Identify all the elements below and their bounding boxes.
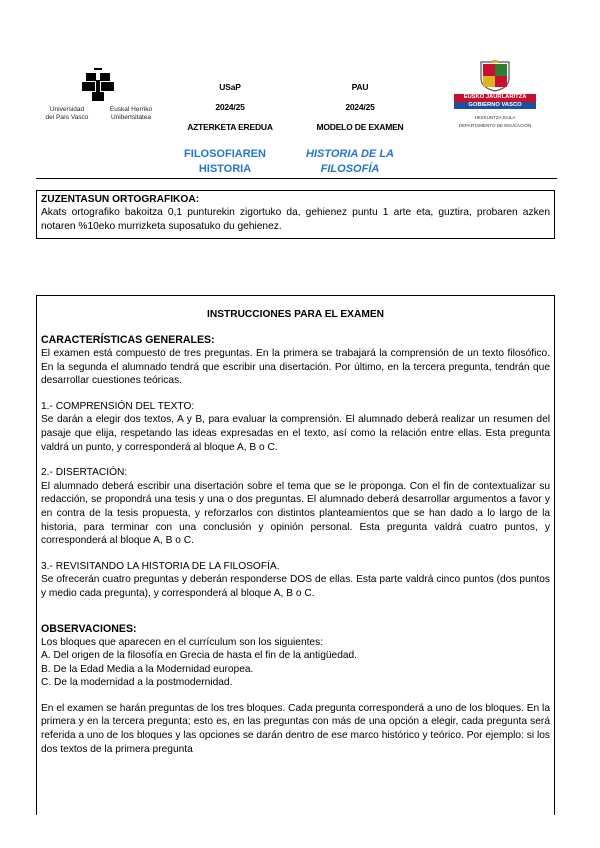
- q2-text: El alumnado deberá escribir una disertación sobre el tema que se le proponga. Con el fin de contextualizar su redacción, se propondrá una tesis y una o dos preguntas. El alumnado deberá desarrollar argumentos a favor y en contra de la tesis propuesta, y reforzarlos con distintos planteamientos que se han dado a lo largo de la historia, para terminar con una conclusión y opinión personal. Esta pregunta valdrá cuatro puntos, y corresponderá al bloque A, B o C.: [41, 480, 550, 547]
- q2-heading: 2.- DISERTACIÓN:: [41, 467, 128, 479]
- header-divider: [36, 178, 557, 179]
- block-item-c: C. De la modernidad a la postmodernidad.: [41, 677, 233, 689]
- upv-ehu-logo: [36, 68, 176, 124]
- q1-heading: 1.- COMPRENSIÓN DEL TEXTO:: [41, 400, 195, 412]
- general-heading: CARACTERÍSTICAS GENERALES:: [41, 334, 215, 346]
- gov-label-eu: EUSKO JAURLARITZA: [463, 94, 527, 100]
- observations-intro: Los bloques que aparecen en el currículum son los siguientes:: [41, 636, 324, 648]
- header-col-es-line3: MODELO DE EXAMEN: [316, 122, 404, 132]
- gov-dept-es: DEPARTAMENTO DE EDUCACIÓN: [458, 123, 532, 128]
- block-item-a: A. Del origen de la filosofía en Grecia de hasta el fin de la antigüedad.: [41, 650, 358, 662]
- upv-ehu-emblem: [82, 68, 114, 104]
- upv-name-eu: [100, 106, 162, 121]
- upv-name-es: [36, 106, 98, 121]
- subject-title-es: [290, 147, 410, 177]
- subject-title-es-line2: FILOSOFÍA: [320, 163, 380, 175]
- subject-title-eu: [170, 147, 280, 177]
- gov-label-band: [454, 94, 536, 109]
- upv-name-es-line1: Universidad: [49, 106, 85, 113]
- observations-heading: OBSERVACIONES:: [41, 622, 137, 635]
- coat-of-arms-icon: [478, 60, 512, 92]
- header-col-eu-line2: 2024/25: [215, 102, 245, 112]
- header-col-eu-line1: USaP: [219, 82, 241, 92]
- subject-title-eu-line2: HISTORIA: [198, 163, 252, 175]
- gobierno-vasco-logo: [450, 60, 540, 132]
- q3-heading: 3.- REVISITANDO LA HISTORIA DE LA FILOSOFÍA.: [41, 560, 280, 572]
- header-col-eu: [175, 77, 285, 137]
- final-text: En el examen se harán preguntas de los tres bloques. Cada pregunta corresponderá a uno de los bloques. En la primera y en la tercera pregunta; esto es, en las preguntas con más de una opción a elegir, cada pregunta será referida a uno de los bloques y las opciones se darán dentro de ese marco histórico y teórico. Por ejemplo: si los dos textos de la primera pregunta: [41, 702, 550, 755]
- gov-dept-eu: HEZKUNTZA SAILA: [474, 115, 516, 120]
- header-col-es: [305, 77, 415, 137]
- upv-name-es-line2: del País Vasco: [45, 113, 89, 121]
- upv-name-eu-line1: Euskal Herriko: [109, 106, 153, 113]
- upv-name-eu-line2: Unibertsitatea: [110, 113, 152, 121]
- general-text: El examen está compuesto de tres preguntas. En la primera se trabajará la comprensión de un texto filosófico. En la segunda el alumnado tendrá que escribir una disertación. Por último, en la tercera pregunta, tendrán que desarrollar cuestiones teóricas.: [41, 348, 550, 387]
- header-col-eu-line3: AZTERKETA EREDUA: [187, 122, 273, 132]
- instructions-title: INSTRUCCIONES PARA EL EXAMEN: [207, 309, 384, 320]
- spelling-text: Akats ortografiko bakoitza 0,1 punturekin zigortuko da, gehienez puntu 1 arte eta, guztira, probaren azken notaren %10eko murrizketa suposatuko du gehienez.: [41, 207, 550, 232]
- block-item-b: B. De la Edad Media a la Modernidad europea.: [41, 663, 254, 675]
- instructions-box: [36, 295, 555, 815]
- header-col-es-line1: PAU: [351, 82, 369, 92]
- subject-title-eu-line1: FILOSOFIAREN: [184, 148, 266, 160]
- header-col-es-line2: 2024/25: [345, 102, 375, 112]
- gov-dept: [450, 114, 540, 130]
- q1-text: Se darán a elegir dos textos, A y B, para evaluar la comprensión. El alumnado deberá realizar un resumen del pasaje que elija, respetando las ideas expresadas en el texto, así como la relación entre ellas. Esta pregunta valdrá un punto, y corresponderá al bloque A, B o C.: [41, 414, 550, 453]
- gov-label-es: GOBIERNO VASCO: [454, 102, 536, 110]
- q3-text: Se ofrecerán cuatro preguntas y deberán responderse DOS de ellas. Esta parte valdrá cinco puntos (dos puntos y medio cada pregunta), y corresponderá al bloque A, B o C.: [41, 574, 550, 599]
- subject-title-es-line1: HISTORIA DE LA: [305, 148, 394, 160]
- spelling-box: [36, 190, 555, 239]
- spelling-title: ZUZENTASUN ORTOGRAFIKOA:: [41, 194, 200, 205]
